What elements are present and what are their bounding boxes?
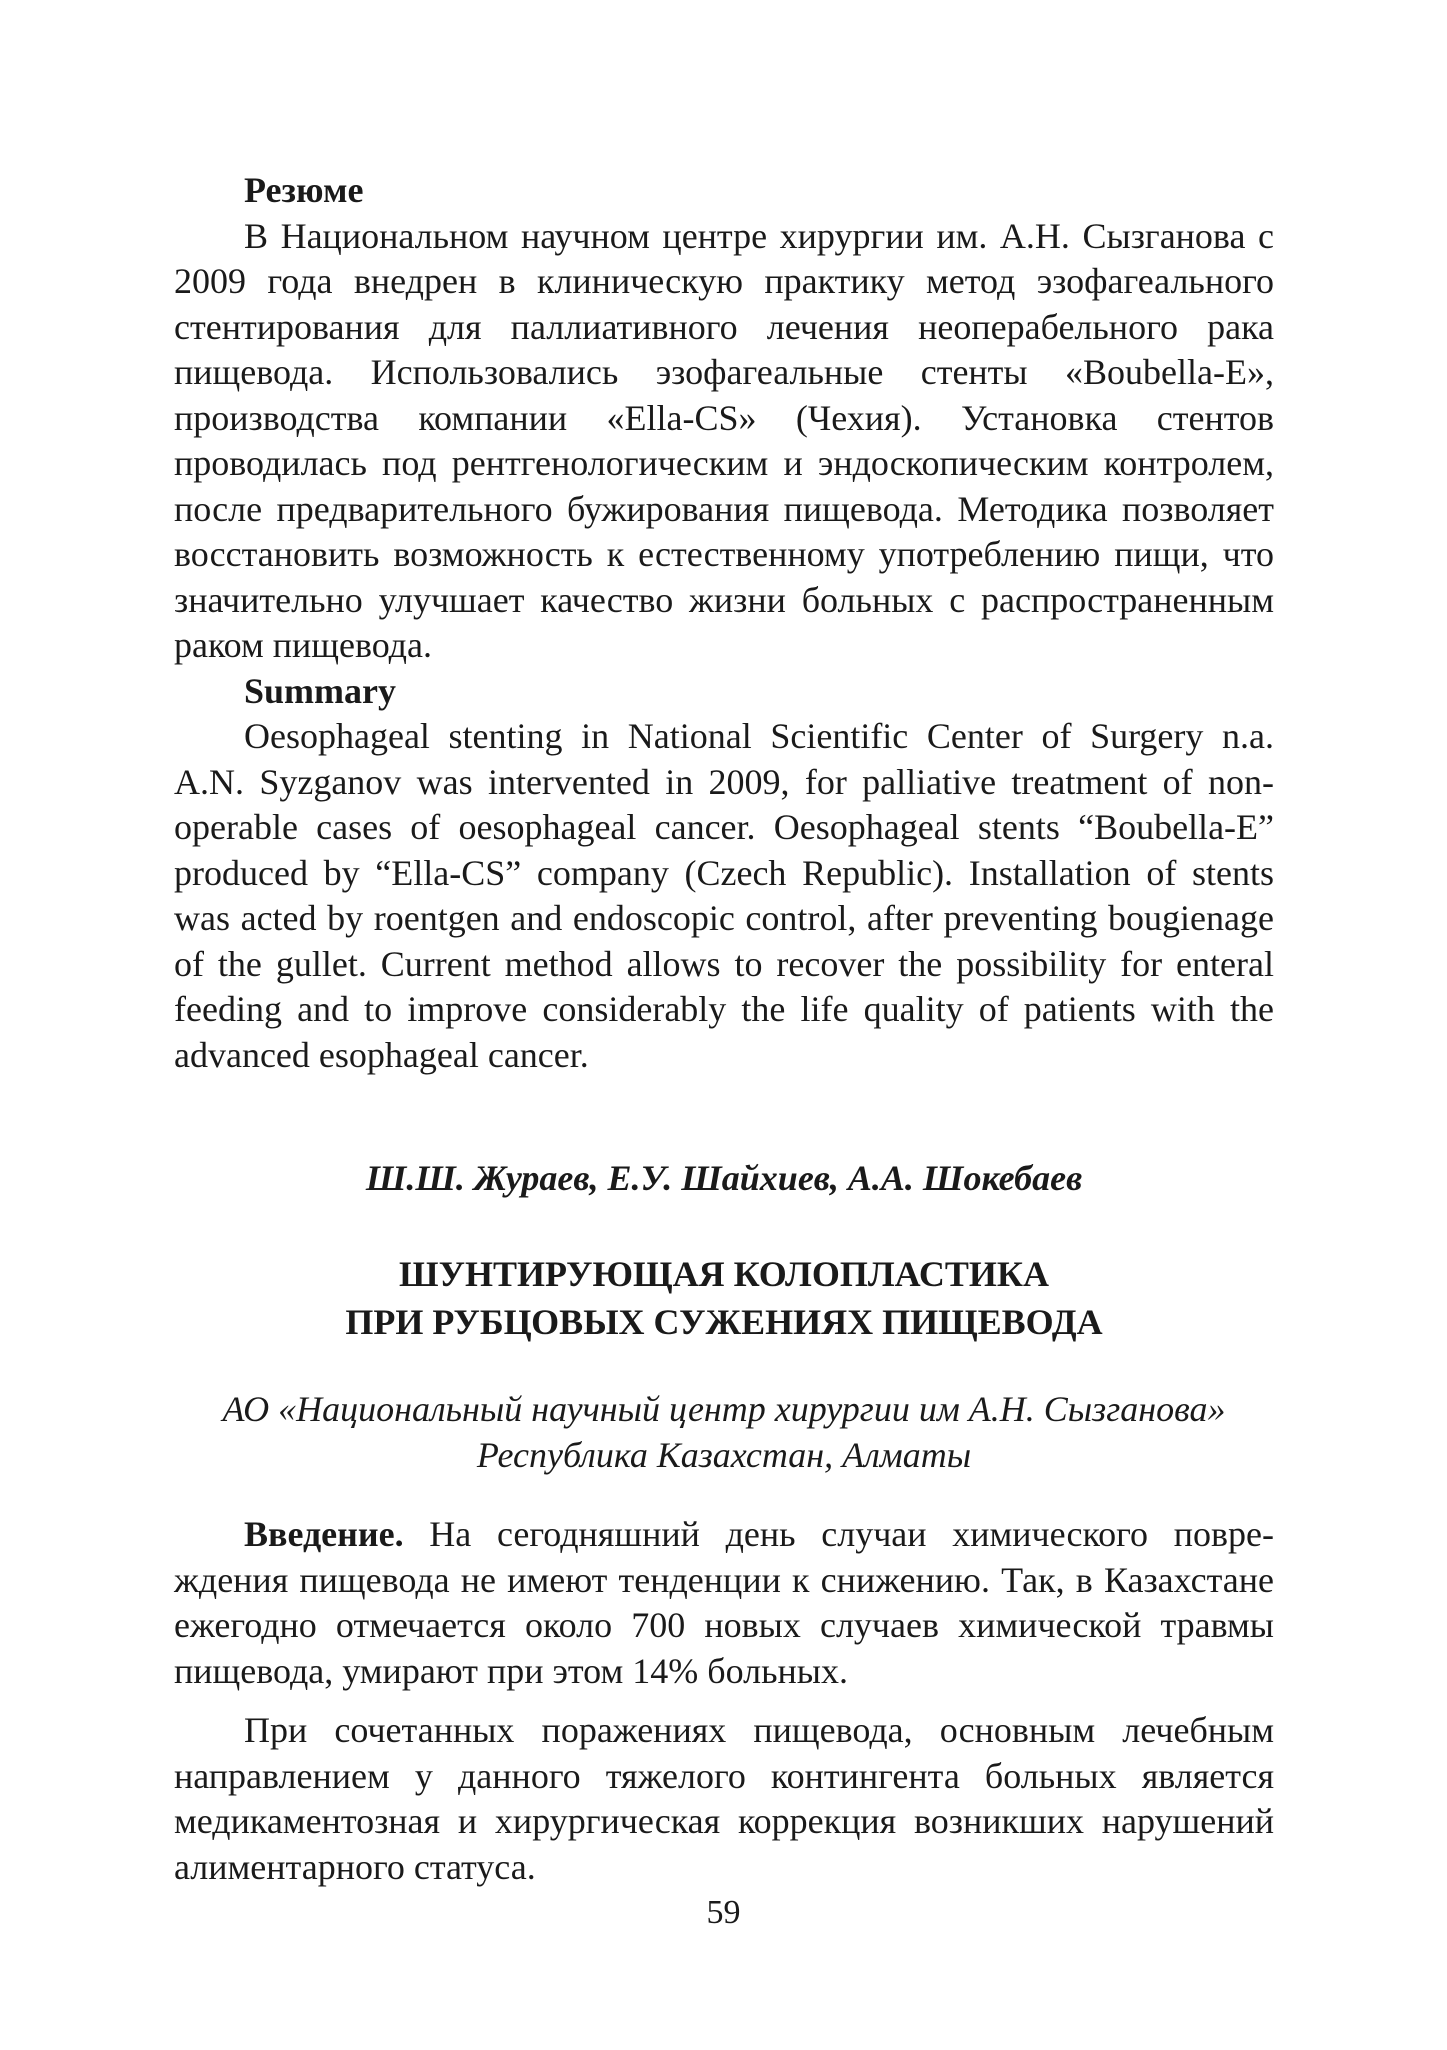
page-number: 59: [706, 1894, 741, 1931]
summary-text: Oesophageal stenting in National Scientific Center of Surgery n.a. A.N. Syzganov was intervented in 2009, for palliative treatment of non-operable cases of oesophageal cancer. Oesophageal stents “Boubella-E” produced by “Ella-CS” company (Czech Republic). Installation of stents was acted by roentgen and endoscopic control, after preventing bougienage of the gullet. Current method allows to recover the possibility for enteral feeding and to improve considerably the life quality of patients with the advanced esophageal cancer.: [174, 716, 1274, 1075]
article-authors: Ш.Ш. Жураев, Е.У. Шайхиев, А.А. Шокебаев: [365, 1158, 1083, 1198]
article-title-line-2: ПРИ РУБЦОВЫХ СУЖЕНИЯХ ПИЩЕВОДА: [345, 1302, 1103, 1342]
resume-heading: Резюме: [244, 170, 364, 210]
summary-heading: Summary: [244, 670, 396, 711]
body-paragraph-2: При сочетанных поражениях пищевода, основным лечебным направлением у данного тяжелого контингента больных является медикаментозная и хирургическая коррекция возникших нарушений алиментарного статуса.: [174, 1710, 1274, 1887]
affiliation-line-1: АО «Национальный научный центр хирургии им А.Н. Сызганова»: [222, 1389, 1226, 1429]
intro-text: На сегодняшний день случаи химического повреждения пищевода не имеют тенденции к снижению. Так, в Казахстане ежегодно отмечается около 700 новых случаев химической травмы пищевода, умирают при этом 14% больных.: [174, 1514, 1274, 1691]
intro-paragraph: [174, 1512, 1274, 1694]
article-title: [174, 1250, 1274, 1346]
article-title-line-1: ШУНТИРУЮЩАЯ КОЛОПЛАСТИКА: [399, 1254, 1049, 1294]
affiliation-line-2: Республика Казахстан, Алматы: [476, 1435, 972, 1475]
article-body: [174, 1512, 1274, 1904]
resume-text: В Национальном научном центре хирургии им. А.Н. Сызганова с 2009 года внедрен в клиническую практику метод эзофагеального стентирования для паллиативного лечения неоперабельного рака пищевода. Использовались эзофагеальные стенты «Boubella-E», производства компании «Ella-CS» (Чехия). Установка стентов проводилась под рентгенологическим и эндоскопическим контролем, после предварительного бужирования пищевода. Методика позволяет восстановить возможность к естественному употреблению пищи, что значительно улучшает качество жизни больных с распространенным раком пищевода.: [174, 215, 1274, 665]
article-affiliation: [174, 1386, 1274, 1478]
abstract-section: [174, 168, 1274, 1078]
intro-label: Введение.: [244, 1514, 404, 1554]
